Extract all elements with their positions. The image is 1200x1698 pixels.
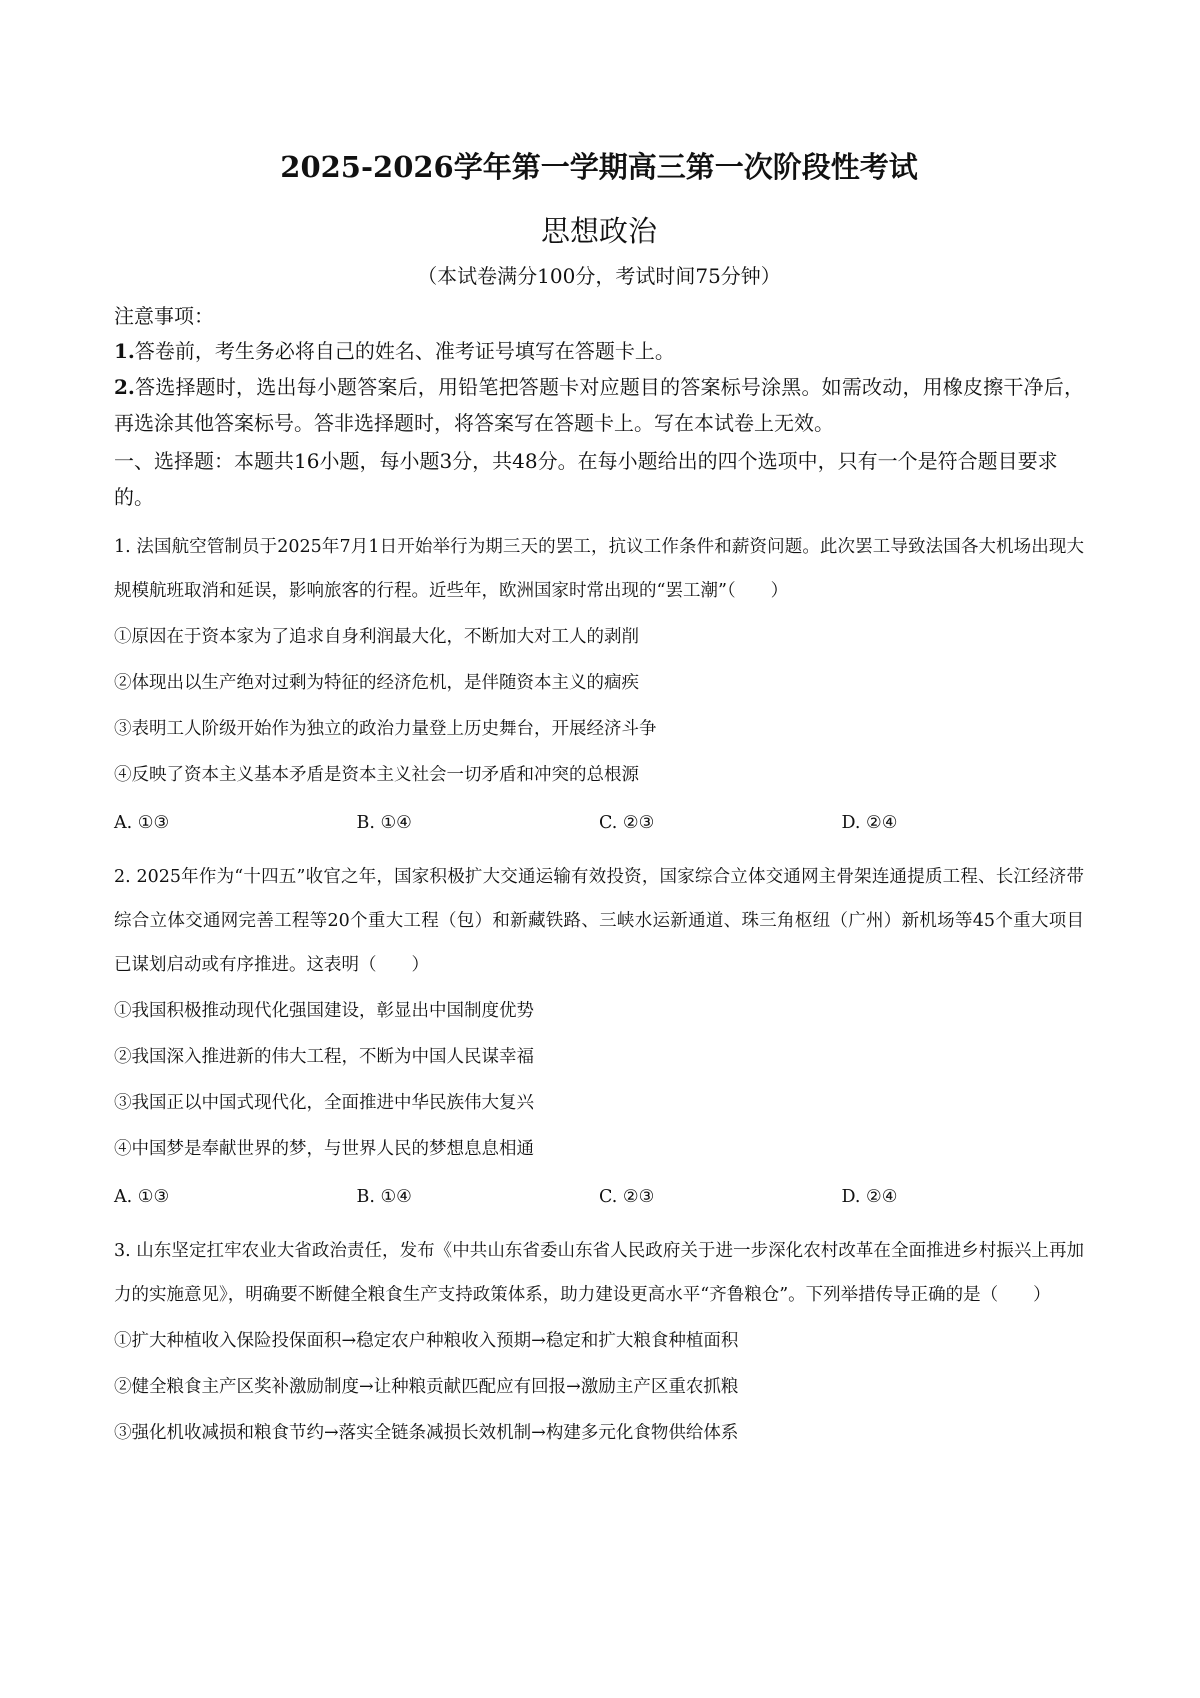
question-stem: 2. 2025年作为“十四五”收官之年，国家积极扩大交通运输有效投资，国家综合立体交通网主骨架连通提质工程、长江经济带综合立体交通网完善工程等20个重大工程（包）和新藏铁路、三峡水运新通道、珠三角枢纽（广州）新机场等45个重大项目已谋划启动或有序推进。这表明（ ） xyxy=(114,867,1084,975)
answer-choice-a: A. ①③ xyxy=(114,813,170,833)
exam-title: 2025-2026学年第一学期高三第一次阶段性考试 xyxy=(280,150,918,184)
section-heading: 一、选择题：本题共16小题，每小题3分，共48分。在每小题给出的四个选项中，只有一个是符合题目要求的。 xyxy=(114,449,1058,509)
subject-title: 思想政治 xyxy=(540,214,657,248)
statement-option: ④中国梦是奉献世界的梦，与世界人民的梦想息息相通 xyxy=(114,1139,534,1159)
answer-choice-d: D. ②④ xyxy=(841,813,898,833)
notice-heading: 注意事项： xyxy=(114,304,214,328)
answer-choices xyxy=(114,801,1084,845)
statement-option: ④反映了资本主义基本矛盾是资本主义社会一切矛盾和冲突的总根源 xyxy=(114,765,639,785)
statement-option: ③我国正以中国式现代化，全面推进中华民族伟大复兴 xyxy=(114,1093,534,1113)
statement-option: ②健全粮食主产区奖补激励制度→让种粮贡献匹配应有回报→激励主产区重农抓粮 xyxy=(114,1377,739,1397)
answer-choice-c: C. ②③ xyxy=(599,813,655,833)
answer-choices xyxy=(114,1175,1084,1219)
notice-item-2 xyxy=(114,369,1084,441)
statement-option: ③表明工人阶级开始作为独立的政治力量登上历史舞台，开展经济斗争 xyxy=(114,719,657,739)
notice-item-text: 答卷前，考生务必将自己的姓名、准考证号填写在答题卡上。 xyxy=(134,339,675,363)
statement-option: ①扩大种植收入保险投保面积→稳定农户种粮收入预期→稳定和扩大粮食种植面积 xyxy=(114,1331,739,1351)
answer-choice-b: B. ①④ xyxy=(356,813,412,833)
statement-option: ①我国积极推动现代化强国建设，彰显出中国制度优势 xyxy=(114,1001,534,1021)
answer-choice-a: A. ①③ xyxy=(114,1187,170,1207)
answer-choice-b: B. ①④ xyxy=(356,1187,412,1207)
notice-item-number: 1. xyxy=(114,339,135,363)
statement-option: ②体现出以生产绝对过剩为特征的经济危机，是伴随资本主义的痼疾 xyxy=(114,673,639,693)
exam-meta: （本试卷满分100分，考试时间75分钟） xyxy=(417,264,781,288)
question-1 xyxy=(114,525,1084,845)
question-2 xyxy=(114,855,1084,1219)
statement-option: ③强化机收减损和粮食节约→落实全链条减损长效机制→构建多元化食物供给体系 xyxy=(114,1423,739,1443)
notice-item-number: 2. xyxy=(114,375,135,399)
question-3 xyxy=(114,1229,1084,1455)
question-stem: 3. 山东坚定扛牢农业大省政治责任，发布《中共山东省委山东省人民政府关于进一步深化农村改革在全面推进乡村振兴上再加力的实施意见》，明确要不断健全粮食生产支持政策体系，助力建设更高水平“齐鲁粮仓”。下列举措传导正确的是（ ） xyxy=(114,1241,1084,1305)
statement-option: ②我国深入推进新的伟大工程，不断为中国人民谋幸福 xyxy=(114,1047,534,1067)
answer-choice-c: C. ②③ xyxy=(599,1187,655,1207)
notice-item-text: 答选择题时，选出每小题答案后，用铅笔把答题卡对应题目的答案标号涂黑。如需改动，用橡皮擦干净后，再选涂其他答案标号。答非选择题时，将答案写在答题卡上。写在本试卷上无效。 xyxy=(114,375,1084,435)
statement-option: ①原因在于资本家为了追求自身利润最大化，不断加大对工人的剥削 xyxy=(114,627,639,647)
question-stem: 1. 法国航空管制员于2025年7月1日开始举行为期三天的罢工，抗议工作条件和薪资问题。此次罢工导致法国各大机场出现大规模航班取消和延误，影响旅客的行程。近些年，欧洲国家时常出现的“罢工潮”（ ） xyxy=(114,537,1084,601)
notice-item-1 xyxy=(114,333,1084,369)
answer-choice-d: D. ②④ xyxy=(841,1187,898,1207)
